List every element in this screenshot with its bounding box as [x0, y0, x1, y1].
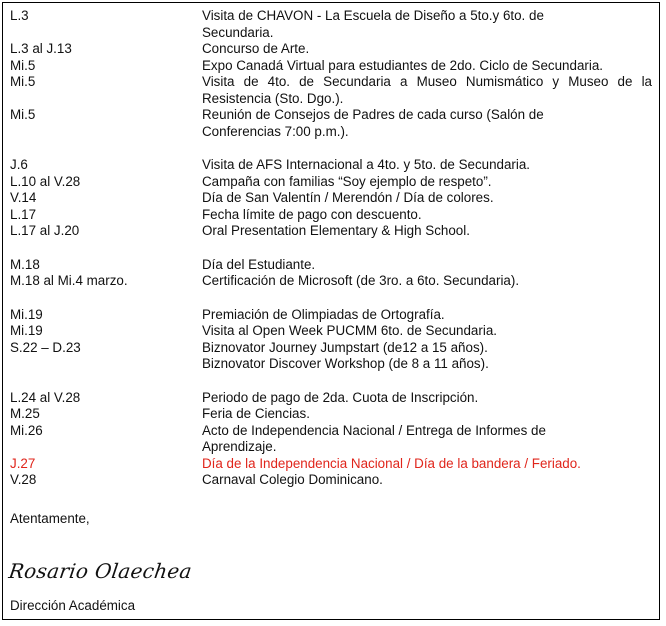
- event-description: [202, 74, 656, 107]
- event-description: Fecha límite de pago con descuento.: [202, 206, 422, 222]
- event-row: [10, 190, 656, 207]
- event-line: Reunión de Consejos de Padres de cada curso (Salón de: [202, 107, 544, 122]
- event-description: Oral Presentation Elementary & High School.: [202, 223, 470, 238]
- event-date: Mi.19: [10, 323, 43, 338]
- event-row: [10, 340, 656, 373]
- event-date: Mi.26: [10, 422, 43, 438]
- spacer: [10, 240, 656, 257]
- event-date: V.14: [10, 190, 37, 205]
- event-description: [202, 8, 656, 41]
- event-row: [10, 107, 656, 140]
- event-description: [202, 340, 656, 373]
- event-description: Periodo de pago de 2da. Cuota de Inscripción.: [202, 389, 479, 405]
- event-date: L.24 al V.28: [10, 389, 81, 405]
- event-line: Visita de CHAVON - La Escuela de Diseño a 5to.y 6to. de: [202, 8, 544, 23]
- event-description: Visita al Open Week PUCMM 6to. de Secundaria.: [202, 323, 497, 338]
- event-row: [10, 174, 656, 191]
- event-row: [10, 307, 656, 324]
- event-date: M.18 al Mi.4 marzo.: [10, 273, 128, 288]
- event-date: M.25: [10, 406, 40, 421]
- event-date: L.3: [10, 8, 29, 23]
- event-row: [10, 58, 656, 75]
- event-date: L.17: [10, 206, 37, 222]
- event-row: [10, 8, 656, 41]
- event-description: Carnaval Colegio Dominicano.: [202, 472, 383, 487]
- event-date: L.17 al J.20: [10, 223, 80, 238]
- event-row: [10, 406, 656, 423]
- event-date: Mi.5: [10, 107, 36, 122]
- schedule-list: [10, 8, 656, 489]
- event-line: Acto de Independencia Nacional / Entrega de Informes de: [202, 422, 546, 438]
- event-row: [10, 157, 656, 174]
- event-row: [10, 273, 656, 290]
- spacer: [10, 140, 656, 157]
- event-description: [202, 107, 656, 140]
- event-description: Certificación de Microsoft (de 3ro. a 6to. Secundaria).: [202, 273, 520, 288]
- event-date: Mi.5: [10, 74, 36, 89]
- event-row: [10, 472, 656, 489]
- event-description: Campaña con familias “Soy ejemplo de respeto”.: [202, 173, 492, 189]
- event-line: Resistencia (Sto. Dgo.).: [202, 90, 344, 106]
- event-description: Concurso de Arte.: [202, 41, 310, 56]
- event-description: Feria de Ciencias.: [202, 406, 310, 421]
- event-description: Día de la Independencia Nacional / Día de la bandera / Feriado.: [202, 455, 581, 471]
- signature: Rosario Olaechea: [7, 559, 194, 583]
- event-date: L.10 al V.28: [10, 173, 81, 189]
- event-row: [10, 74, 656, 107]
- event-row: [10, 423, 656, 456]
- event-date: V.28: [10, 472, 37, 487]
- event-line: Aprendizaje.: [202, 439, 277, 454]
- event-line: Secundaria.: [202, 24, 274, 40]
- event-line: Biznovator Journey Jumpstart (de12 a 15 años).: [202, 339, 488, 355]
- event-line: Visita de 4to. de Secundaria a Museo Numismático y Museo de la: [202, 74, 652, 89]
- event-line: Conferencias 7:00 p.m.).: [202, 123, 349, 139]
- event-date: J.6: [10, 157, 28, 172]
- event-date: M.18: [10, 256, 40, 272]
- event-description: Día de San Valentín / Merendón / Día de colores.: [202, 190, 494, 205]
- event-row: [10, 223, 656, 240]
- spacer: [10, 290, 656, 307]
- event-date: Mi.19: [10, 306, 43, 322]
- event-row: [10, 390, 656, 407]
- event-row: [10, 257, 656, 274]
- event-date: J.27: [10, 455, 36, 471]
- event-description: Visita de AFS Internacional a 4to. y 5to. de Secundaria.: [202, 157, 531, 172]
- event-row: [10, 41, 656, 58]
- event-description: Premiación de Olimpiadas de Ortografía.: [202, 306, 445, 322]
- event-date: Mi.5: [10, 57, 36, 73]
- event-row-holiday: [10, 456, 656, 473]
- event-description: Expo Canadá Virtual para estudiantes de 2do. Ciclo de Secundaria.: [202, 57, 603, 73]
- spacer: [10, 373, 656, 390]
- event-row: [10, 323, 656, 340]
- document-frame: [2, 2, 660, 620]
- event-description: [202, 423, 656, 456]
- department-name: Dirección Académica: [10, 598, 136, 613]
- event-description: Día del Estudiante.: [202, 256, 316, 272]
- event-date: L.3 al J.13: [10, 41, 72, 56]
- event-date: S.22 – D.23: [10, 339, 81, 355]
- event-row: [10, 207, 656, 224]
- closing-text: Atentamente,: [10, 511, 90, 526]
- event-line: Biznovator Discover Workshop (de 8 a 11 años).: [202, 356, 489, 371]
